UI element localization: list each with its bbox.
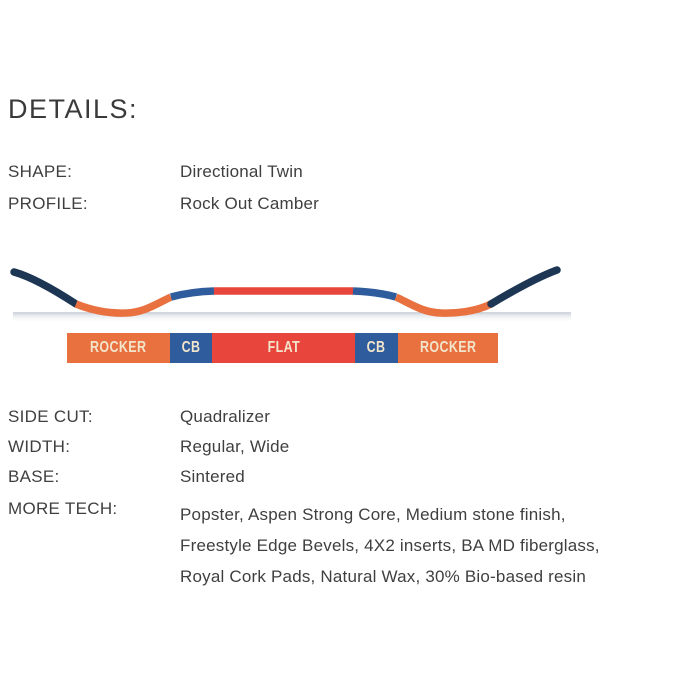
zone-rocker-right (398, 333, 498, 363)
profile-label: PROFILE: (8, 194, 88, 213)
shape-label: SHAPE: (8, 162, 73, 181)
base-value: Sintered (180, 467, 245, 486)
zone-cb-right-label: CB (367, 339, 386, 356)
profile-value: Rock Out Camber (180, 194, 320, 213)
sidecut-value: Quadralizer (180, 407, 271, 426)
board-cb-right (353, 291, 396, 297)
zone-rocker-right-label: ROCKER (419, 339, 477, 356)
moretech-line-3: Royal Cork Pads, Natural Wax, 30% Bio-based resin (180, 567, 587, 586)
details-heading: DETAILS: (8, 94, 139, 124)
zone-cb-left-label: CB (181, 339, 201, 356)
width-value: Regular, Wide (180, 437, 290, 456)
zone-flat (212, 333, 355, 363)
zone-rocker-left (67, 333, 170, 363)
spec-row-moretech (0, 499, 680, 599)
shape-value: Directional Twin (180, 162, 303, 181)
width-label: WIDTH: (8, 437, 71, 456)
camber-zone-bar (67, 333, 498, 363)
spec-row-shape (0, 162, 680, 186)
board-rocker-left (76, 297, 171, 313)
spec-row-width (0, 437, 680, 461)
sidecut-label: SIDE CUT: (8, 407, 93, 426)
board-tip-right (491, 270, 557, 304)
board-tip-left (14, 272, 76, 304)
spec-row-base (0, 467, 680, 491)
moretech-line-1: Popster, Aspen Strong Core, Medium stone finish, (180, 505, 566, 524)
spec-row-profile (0, 194, 680, 218)
ground-shadow (13, 314, 571, 323)
board-cb-left (171, 291, 214, 297)
zone-cb-right (355, 333, 398, 363)
moretech-value (180, 499, 600, 592)
zone-flat-label: FLAT (267, 339, 300, 356)
board-rocker-right (396, 297, 491, 313)
zone-rocker-left-label: ROCKER (90, 339, 147, 356)
spec-row-sidecut (0, 407, 680, 431)
moretech-line-2: Freestyle Edge Bevels, 4X2 inserts, BA MD fiberglass, (180, 536, 600, 555)
base-label: BASE: (8, 467, 60, 486)
zone-cb-left (170, 333, 212, 363)
moretech-label: MORE TECH: (8, 499, 118, 518)
